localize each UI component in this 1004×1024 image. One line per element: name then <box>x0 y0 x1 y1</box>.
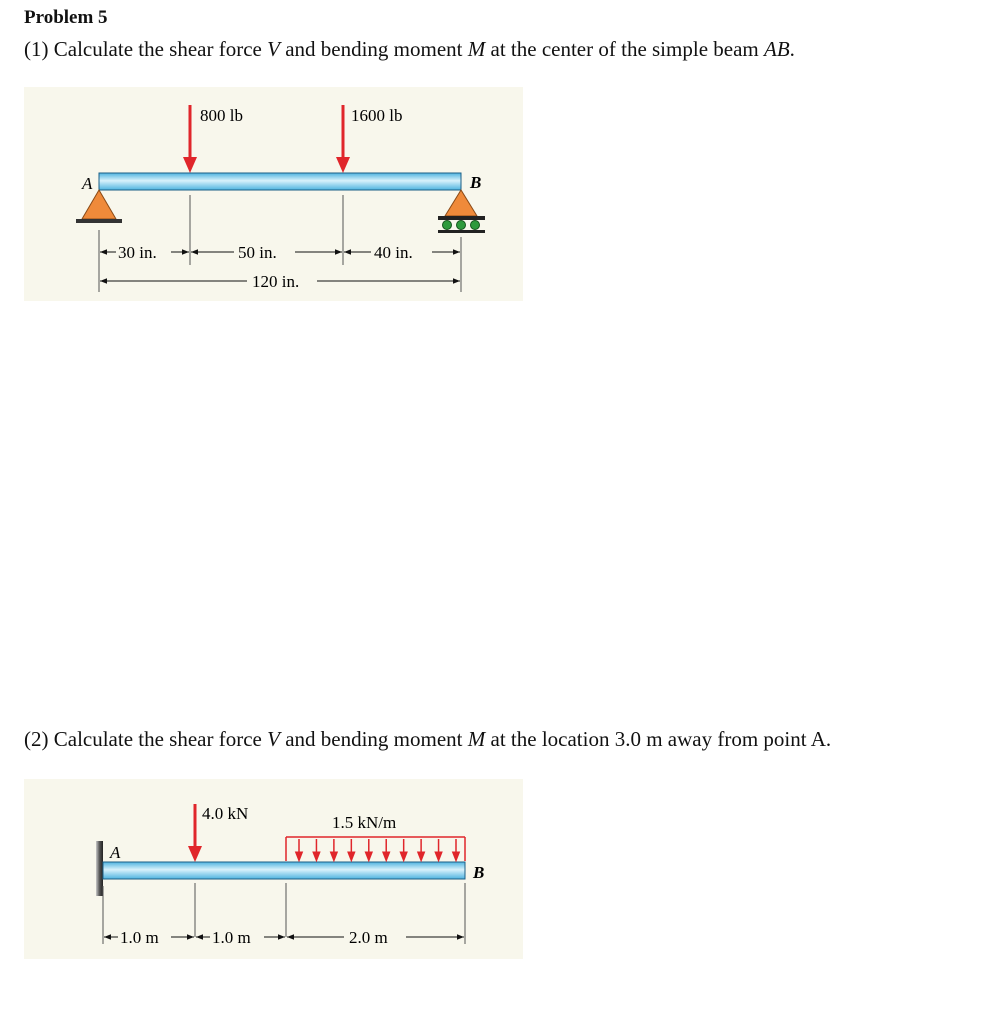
dist-load-arrow-head <box>365 852 372 861</box>
q2-prefix: (2) Calculate the shear force <box>24 727 268 751</box>
pin-support-a <box>76 190 122 223</box>
label-b: B <box>470 173 482 192</box>
dist-load-arrow-head <box>330 852 337 861</box>
point-load-arrow <box>188 804 202 862</box>
load-1600-label: 1600 lb <box>351 106 403 125</box>
dim-3-label: 2.0 m <box>349 928 388 947</box>
dim-120-label: 120 in. <box>252 272 300 291</box>
load-800-label: 800 lb <box>200 106 243 125</box>
q1-var-m: M <box>467 37 486 61</box>
label-a: A <box>110 843 121 862</box>
figure-cantilever-beam <box>24 779 523 959</box>
q1-mid2: at the center of the simple beam <box>485 37 764 61</box>
distributed-load-arrows <box>286 837 465 861</box>
q2-mid: and bending moment <box>279 727 468 751</box>
q1-mid: and bending moment <box>279 37 468 61</box>
fixed-support-wall <box>96 841 103 896</box>
dim-1-label: 1.0 m <box>120 928 159 947</box>
q1-var-ab: AB <box>764 37 790 61</box>
question-1 <box>24 37 795 62</box>
figure-simple-beam <box>24 87 523 301</box>
dist-load-arrow-head <box>418 852 425 861</box>
dim-40-label: 40 in. <box>374 243 413 262</box>
dim-2-label: 1.0 m <box>212 928 251 947</box>
dim-50-label: 50 in. <box>238 243 277 262</box>
q2-var-m: M <box>467 727 486 751</box>
q2-suffix: at the location 3.0 m away from point A. <box>485 727 832 751</box>
question-2 <box>24 727 831 752</box>
cantilever-beam <box>103 862 465 879</box>
q2-var-v: V <box>267 727 280 751</box>
dist-load-arrow-head <box>383 852 390 861</box>
problem-title: Problem 5 <box>24 7 108 28</box>
label-b: B <box>473 863 485 882</box>
dist-load-arrow-head <box>400 852 407 861</box>
dim-30-label: 30 in. <box>118 243 157 262</box>
load-1600-arrow <box>336 105 350 173</box>
dist-load-arrow-head <box>453 852 460 861</box>
point-load-label: 4.0 kN <box>202 804 249 823</box>
beam <box>99 173 461 190</box>
dist-load-arrow-head <box>348 852 355 861</box>
dist-load-arrow-head <box>435 852 442 861</box>
q1-suffix: . <box>789 37 795 61</box>
dist-load-label: 1.5 kN/m <box>332 813 397 832</box>
load-800-arrow <box>183 105 197 173</box>
dist-load-arrow-head <box>313 852 320 861</box>
dist-load-arrow-head <box>296 852 303 861</box>
q1-prefix: (1) Calculate the shear force <box>24 37 268 61</box>
q1-var-v: V <box>267 37 280 61</box>
roller-support-b <box>438 190 485 233</box>
label-a: A <box>82 174 93 193</box>
